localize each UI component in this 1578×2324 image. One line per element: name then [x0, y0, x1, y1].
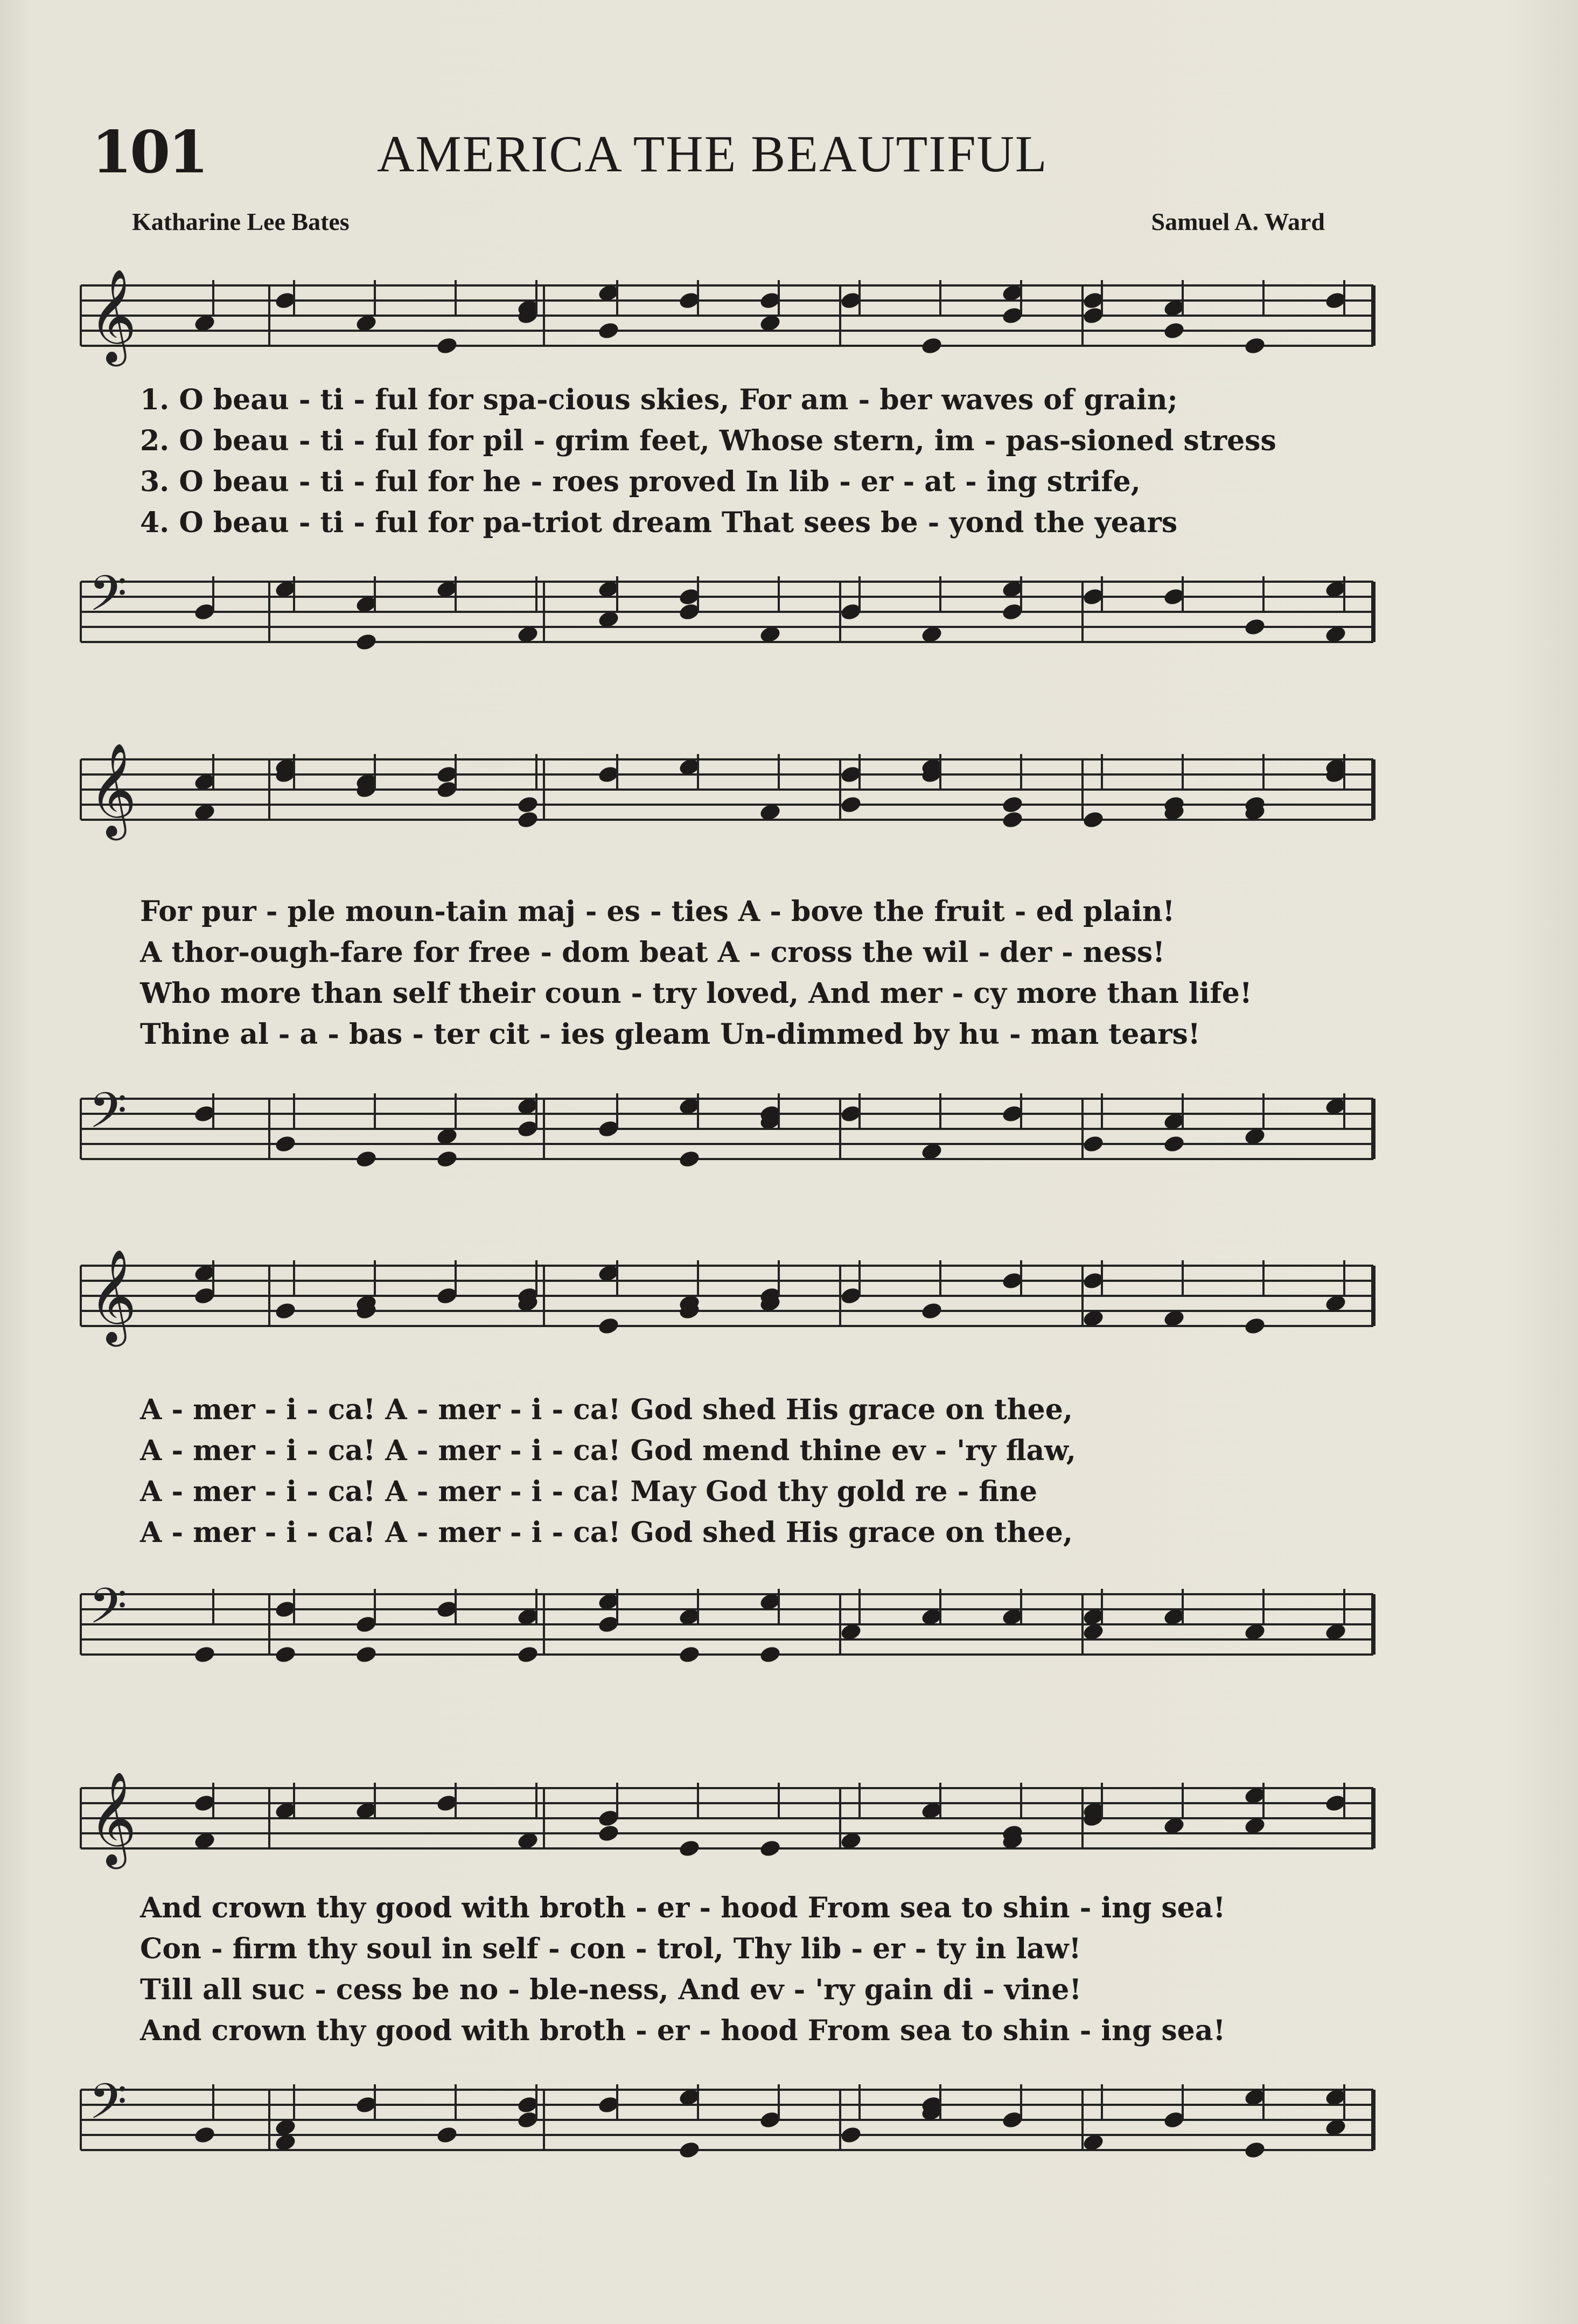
notehead: [274, 1134, 297, 1154]
notehead: [1244, 336, 1267, 356]
notehead: [840, 2125, 863, 2145]
treble-staff-system-1: [0, 253, 1578, 382]
notehead: [355, 632, 378, 652]
notehead: [1163, 1134, 1186, 1154]
treble-clef-icon: 𝄞: [89, 269, 137, 362]
verse-line: For pur - ple moun-tain maj - es - ties A - bove the fruit - ed plain!: [140, 895, 1175, 928]
author-credit: Katharine Lee Bates: [132, 208, 350, 235]
notehead: [436, 1149, 459, 1169]
verse-line: Who more than self their coun - try loved, And mer - cy more than life!: [140, 977, 1252, 1010]
bass-clef-icon: 𝄢: [89, 2073, 127, 2142]
notehead: [1082, 1134, 1105, 1154]
notehead: [1001, 795, 1024, 815]
verse-line: A - mer - i - ca! A - mer - i - ca! God shed His grace on thee,: [140, 1516, 1073, 1549]
bass-staff-system-2: [0, 1066, 1578, 1212]
treble-staff-system-2: [0, 727, 1578, 889]
lyrics-system-1: [140, 380, 1379, 543]
bass-staff-system-1: [0, 549, 1578, 711]
notehead: [1082, 810, 1105, 830]
verse-line: 1. O beau - ti - ful for spa-cious skies, For am - ber waves of grain;: [140, 383, 1178, 416]
notehead: [274, 1301, 297, 1321]
notehead: [840, 795, 863, 815]
notehead: [678, 1839, 701, 1859]
hymn-title: AMERICA THE BEAUTIFUL: [377, 125, 1048, 183]
notehead: [516, 1645, 540, 1665]
notehead: [1244, 2140, 1267, 2160]
verse-line: 4. O beau - ti - ful for pa-triot dream That sees be - yond the years: [140, 506, 1178, 539]
treble-staff-system-4: [0, 1756, 1578, 1890]
treble-staff-system-3: [0, 1233, 1578, 1384]
verse-line: 2. O beau - ti - ful for pil - grim feet, Whose stern, im - pas-sioned stress: [140, 424, 1276, 457]
notehead: [516, 810, 540, 830]
notehead: [516, 795, 540, 815]
notehead: [274, 1645, 297, 1665]
verse-line: A thor-ough-fare for free - dom beat A - cross the wil - der - ness!: [140, 936, 1165, 969]
verse-line: Till all suc - cess be no - ble-ness, And ev - 'ry gain di - vine!: [140, 1973, 1082, 2006]
lyrics-system-2: [140, 891, 1379, 1055]
lyrics-system-3: [140, 1390, 1379, 1553]
composer-credit: Samuel A. Ward: [1151, 208, 1325, 235]
notehead: [678, 1645, 701, 1665]
notehead: [1163, 321, 1186, 341]
notehead: [436, 2125, 459, 2145]
notehead: [355, 1645, 378, 1665]
lyrics-system-4: [140, 1888, 1379, 2051]
notehead: [355, 1149, 378, 1169]
notehead: [1244, 1316, 1267, 1336]
verse-line: And crown thy good with broth - er - hood From sea to shin - ing sea!: [140, 2014, 1226, 2047]
notehead: [597, 1824, 620, 1844]
notehead: [436, 336, 459, 356]
bass-staff-system-4: [0, 2057, 1578, 2219]
notehead: [920, 336, 944, 356]
notehead: [759, 1839, 782, 1859]
verse-line: A - mer - i - ca! A - mer - i - ca! God shed His grace on thee,: [140, 1393, 1073, 1426]
bass-clef-icon: 𝄢: [89, 565, 127, 634]
verse-line: Con - firm thy soul in self - con - trol, Thy lib - er - ty in law!: [140, 1932, 1081, 1965]
treble-clef-icon: 𝄞: [89, 1249, 137, 1343]
treble-clef-icon: 𝄞: [89, 743, 137, 836]
notehead: [759, 1645, 782, 1665]
verse-line: A - mer - i - ca! A - mer - i - ca! God mend thine ev - 'ry flaw,: [140, 1434, 1076, 1467]
notehead: [920, 1301, 944, 1321]
notehead: [678, 1149, 701, 1169]
verse-line: A - mer - i - ca! A - mer - i - ca! May God thy gold re - fine: [140, 1475, 1038, 1508]
verse-line: 3. O beau - ti - ful for he - roes proved In lib - er - at - ing strife,: [140, 465, 1141, 498]
notehead: [193, 1645, 217, 1665]
notehead: [1244, 617, 1267, 637]
bass-staff-system-3: [0, 1562, 1578, 1718]
notehead: [1001, 810, 1024, 830]
bass-clef-icon: 𝄢: [89, 1578, 127, 1646]
notehead: [597, 1316, 620, 1336]
notehead: [597, 321, 620, 341]
notehead: [193, 2125, 217, 2145]
hymn-number: 101: [92, 118, 207, 186]
verse-line: Thine al - a - bas - ter cit - ies gleam Un-dimmed by hu - man tears!: [140, 1018, 1200, 1051]
notehead: [678, 2140, 701, 2160]
treble-clef-icon: 𝄞: [89, 1771, 137, 1865]
bass-clef-icon: 𝄢: [89, 1082, 127, 1151]
verse-line: And crown thy good with broth - er - hood From sea to shin - ing sea!: [140, 1892, 1226, 1924]
